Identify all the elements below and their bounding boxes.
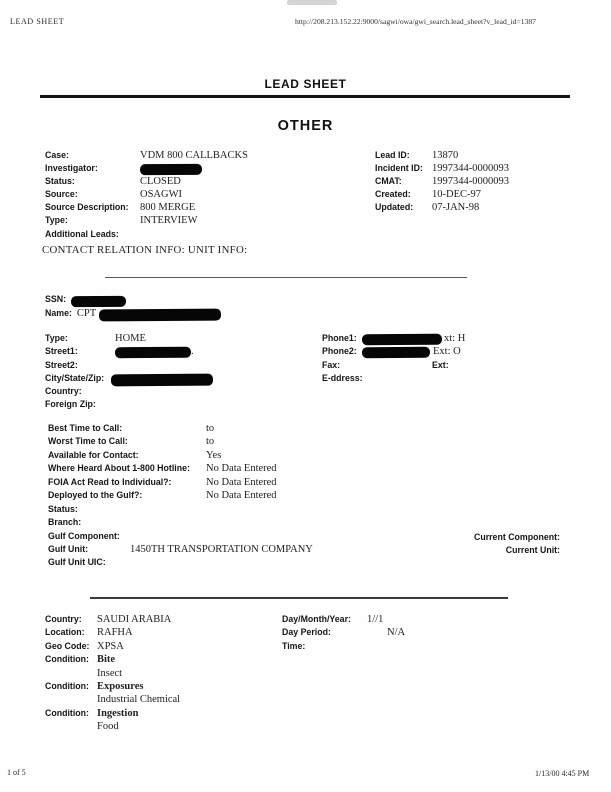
identity-section <box>45 294 221 322</box>
incident-location-section <box>45 614 180 735</box>
day-month-year-row <box>282 614 405 627</box>
street1-suffix: . <box>191 346 194 358</box>
created-label: Created: <box>375 189 411 200</box>
investigator-row <box>45 163 248 176</box>
best-time-value: to <box>206 423 215 434</box>
foia-row <box>48 477 560 490</box>
street2-row <box>45 360 213 373</box>
day-month-year-value: 1//1 <box>367 614 384 625</box>
worst-time-row <box>48 436 560 449</box>
phone1-ext: xt: H <box>444 333 466 344</box>
day-month-year-label: Day/Month/Year: <box>282 614 351 624</box>
incident-id-row <box>375 163 509 176</box>
eddress-row <box>322 373 472 386</box>
print-timestamp: 1/13/00 4:45 PM <box>535 769 590 778</box>
geo-code-value: XPSA <box>97 640 124 652</box>
branch-label: Branch: <box>48 517 82 528</box>
source-value: OSAGWI <box>140 189 182 201</box>
deployed-row <box>48 490 560 503</box>
gulf-unit-label: Gulf Unit: <box>48 543 89 554</box>
gulf-unit-uic-row <box>48 557 560 570</box>
current-component-label: Current Component: <box>473 531 560 542</box>
gulf-component-row <box>48 531 560 544</box>
redaction-bar <box>362 347 430 358</box>
type-value: INTERVIEW <box>140 215 198 227</box>
unit-status-row <box>48 504 560 517</box>
hotline-label: Where Heard About 1-800 Hotline: <box>48 463 190 474</box>
section-divider <box>90 597 508 599</box>
address-type-value: HOME <box>115 333 146 344</box>
updated-row <box>375 202 509 215</box>
status-value: CLOSED <box>140 176 181 188</box>
lead-id-value: 13870 <box>432 150 459 161</box>
hotline-row <box>48 463 560 476</box>
condition-label: Condition: <box>45 654 89 665</box>
investigator-label: Investigator: <box>45 163 98 174</box>
page-count: 1 of 5 <box>7 768 26 777</box>
street1-label: Street1: <box>45 346 78 357</box>
name-label: Name: <box>45 308 72 318</box>
incident-country-value: SAUDI ARABIA <box>97 614 172 625</box>
day-period-row <box>282 627 405 640</box>
available-contact-row <box>48 450 560 463</box>
day-period-label: Day Period: <box>282 627 331 638</box>
gulf-unit-row <box>48 544 560 557</box>
fax-ext-label: Ext: <box>432 359 449 370</box>
phone1-row <box>322 333 472 346</box>
incident-location-row <box>45 627 180 640</box>
worst-time-label: Worst Time to Call: <box>48 436 128 447</box>
ssn-row <box>45 294 221 308</box>
city-state-zip-row <box>45 373 213 386</box>
created-row <box>375 189 509 202</box>
source-label: Source: <box>45 189 78 200</box>
case-row <box>45 150 248 163</box>
redaction-bar <box>362 334 442 346</box>
cmat-row <box>375 176 509 189</box>
source-description-row <box>45 202 248 215</box>
source-row <box>45 189 248 202</box>
address-type-row <box>45 333 213 346</box>
time-label: Time: <box>282 640 306 651</box>
source-description-label: Source Description: <box>45 202 129 213</box>
type-row <box>45 215 248 228</box>
call-unit-section <box>48 423 560 571</box>
case-value: VDM 800 CALLBACKS <box>140 150 248 161</box>
incident-date-section <box>282 614 405 654</box>
condition-value: Exposures <box>97 680 144 692</box>
additional-leads-label: Additional Leads: <box>45 228 119 239</box>
incident-location-value: RAFHA <box>97 627 133 639</box>
phone1-label: Phone1: <box>322 333 357 343</box>
updated-value: 07-JAN-98 <box>432 202 480 214</box>
case-info-section <box>42 150 248 256</box>
worst-time-value: to <box>206 436 215 448</box>
condition-row <box>45 654 180 667</box>
condition-detail-value: Food <box>97 721 119 733</box>
status-label: Status: <box>45 176 75 187</box>
condition-detail-value: Industrial Chemical <box>97 694 181 706</box>
country-label: Country: <box>45 386 82 397</box>
condition-detail-row <box>45 668 180 681</box>
deployed-label: Deployed to the Gulf?: <box>48 490 143 501</box>
current-unit-label: Current Unit: <box>505 544 560 555</box>
condition-label: Condition: <box>45 680 89 691</box>
address-type-label: Type: <box>45 333 68 343</box>
name-row <box>45 308 221 322</box>
hotline-value: No Data Entered <box>206 463 277 475</box>
contact-relation-line: CONTACT RELATION INFO: UNIT INFO: <box>42 243 248 256</box>
name-prefix: CPT <box>76 308 97 319</box>
lead-id-label: Lead ID: <box>375 150 410 160</box>
lead-meta-section <box>375 150 509 215</box>
source-description-value: 800 MERGE <box>140 202 196 214</box>
redaction-bar <box>115 347 191 359</box>
cmat-label: CMAT: <box>375 176 402 187</box>
deployed-value: No Data Entered <box>206 490 277 502</box>
condition-value: Bite <box>97 654 116 666</box>
unit-status-label: Status: <box>48 503 78 514</box>
phone2-label: Phone2: <box>322 346 357 357</box>
city-state-zip-label: City/State/Zip: <box>45 372 105 383</box>
incident-country-label: Country: <box>45 614 82 624</box>
street2-label: Street2: <box>45 359 78 370</box>
foreign-zip-row <box>45 399 213 412</box>
street1-row <box>45 346 213 359</box>
type-label: Type: <box>45 215 68 226</box>
cmat-value: 1997344-0000093 <box>432 176 509 188</box>
incident-country-row <box>45 614 180 627</box>
condition-label: Condition: <box>45 707 89 718</box>
incident-id-value: 1997344-0000093 <box>432 163 509 175</box>
condition-row <box>45 708 180 721</box>
section-divider <box>105 277 467 278</box>
scan-artifact <box>287 0 337 5</box>
lead-id-row <box>375 150 509 163</box>
gulf-unit-uic-label: Gulf Unit UIC: <box>48 557 106 568</box>
geo-code-label: Geo Code: <box>45 640 90 651</box>
gulf-component-label: Gulf Component: <box>48 530 120 541</box>
phone2-row <box>322 346 472 359</box>
title-divider <box>40 95 570 98</box>
available-contact-value: Yes <box>206 449 222 461</box>
updated-label: Updated: <box>375 202 414 213</box>
foia-value: No Data Entered <box>206 476 277 488</box>
incident-id-label: Incident ID: <box>375 163 423 174</box>
header-doc-label: LEAD SHEET <box>10 17 65 26</box>
gulf-unit-value: 1450TH TRANSPORTATION COMPANY <box>130 543 313 555</box>
header-url: http://208.213.152.22:9000/sagwi/owa/gwi_search.lead_sheet?v_lead_id=1387 <box>295 17 536 26</box>
best-time-row <box>48 423 560 436</box>
phone2-ext: Ext: O <box>433 346 461 358</box>
condition-value: Ingestion <box>97 707 139 719</box>
time-row <box>282 641 405 654</box>
geo-code-row <box>45 641 180 654</box>
ssn-label: SSN: <box>45 294 67 304</box>
created-value: 10-DEC-97 <box>432 189 481 201</box>
address-section <box>45 333 213 413</box>
condition-row <box>45 681 180 694</box>
case-label: Case: <box>45 150 69 160</box>
redaction-bar <box>99 309 221 322</box>
foreign-zip-label: Foreign Zip: <box>45 399 96 410</box>
branch-row <box>48 517 560 530</box>
section-heading-other: OTHER <box>277 118 334 134</box>
eddress-label: E-ddress: <box>322 372 363 383</box>
additional-leads-row <box>45 229 248 242</box>
best-time-label: Best Time to Call: <box>48 423 123 433</box>
country-row <box>45 386 213 399</box>
day-period-value: N/A <box>387 627 406 639</box>
condition-detail-value: Insect <box>97 667 123 679</box>
page-title: LEAD SHEET <box>264 77 347 91</box>
redaction-bar <box>111 373 213 386</box>
foia-label: FOIA Act Read to Individual?: <box>48 476 172 487</box>
redaction-bar <box>140 164 202 175</box>
phone-section <box>322 333 472 386</box>
available-contact-label: Available for Contact: <box>48 449 139 460</box>
status-row <box>45 176 248 189</box>
condition-detail-row <box>45 694 180 707</box>
fax-label: Fax: <box>322 359 341 370</box>
fax-row <box>322 360 472 373</box>
incident-location-label: Location: <box>45 627 85 638</box>
redaction-bar <box>71 295 126 306</box>
condition-detail-row <box>45 721 180 734</box>
